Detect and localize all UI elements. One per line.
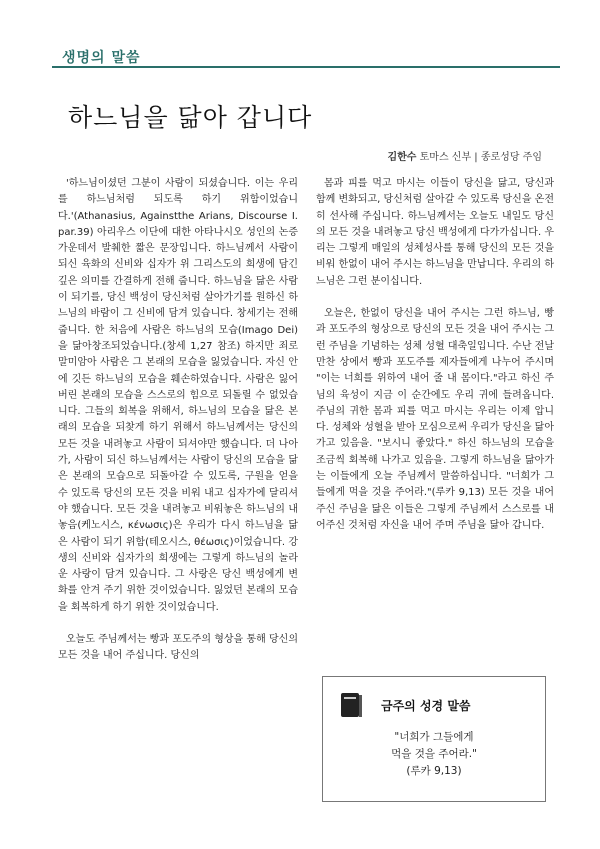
- author-role: 토마스 신부 | 종로성당 주임: [416, 152, 542, 163]
- right-column: [316, 176, 554, 534]
- verse-line: "너희가 그들에게: [394, 731, 474, 743]
- paragraph: 오늘은, 한없이 당신을 내어 주시는 그런 하느님, 빵과 포도주의 형상으로 당신의 모든 것을 내어 주시는 그런 주님을 기념하는 성체 성혈 대축일입니다. 수난 전날 만찬 상에서 빵과 포도주를 제자들에게 나누어 주시며 "이는 너희를 위하여 내어 줄 내 몸이다."라고 하신 주님의 육성이 지금 이 순간에도 우리 귀에 들려옵니다. 주님의 귀한 몸과 피를 먹고 마시는 우리는 이제 압니다. 성체와 성혈을 받아 모심으로써 우리가 당신을 닮아 가고 있음을. "보시니 좋았다." 하신 하느님의 모습을 조금씩 회복해 나가고 있음을. 그렇게 하느님을 닮아가는 이들에게 오늘 주님께서 말씀하십니다. "너희가 그들에게 먹을 것을 주어라."(루카 9,13) 모든 것을 내어주신 주님을 닮은 이들은 그렇게 주님께서 스스로를 내어주신 것처럼 자신을 내어 주며 주님을 닮아 갑니다.: [316, 308, 554, 531]
- page-title: 하느님을 닮아 갑니다: [68, 103, 313, 132]
- author-name: 김한수: [387, 152, 417, 163]
- weekly-verse-box: [322, 676, 546, 802]
- verse-reference: (루카 9,13): [406, 765, 462, 777]
- verse-line: 먹을 것을 주어라.": [391, 748, 477, 760]
- paragraph: '하느님이셨던 그분이 사람이 되셨습니다. 이는 우리를 하느님처럼 되도록 하기 위함이었습니다.'(Athanasius, Againstthe Arians, Discourse I. par.39) 아리우스 이단에 대한 아타나시오 성인의 논증 가운데서 발췌한 짧은 문장입니다. 하느님께서 사람이 되신 육화의 신비와 십자가 위 그리스도의 희생에 담긴 깊은 의미를 간결하게 전해 줍니다. 하느님을 닮은 사람이 되기를, 당신 백성이 당신처럼 살아가기를 원하신 하느님의 바람이 그 신비에 담겨 있습니다. 창세기는 전해줍니다. 한 처음에 사람은 하느님의 모습(Imago Dei)을 닮아창조되었습니다.(창세 1,27 참조) 하지만 죄로 말미암아 사람은 그 본래의 모습을 잃었습니다. 자신 안에 깃든 하느님의 모습을 훼손하였습니다. 사람은 잃어버린 본래의 모습을 스스로의 힘으로 되돌릴 수 없었습니다. 그들의 회복을 위해서, 하느님의 모습을 닮은 본래의 모습을 되찾게 하기 위해서 하느님께서는 당신의 모든 것을 내려놓고 사람이 되셔야만 했습니다. 더 나아가, 사람이 되신 하느님께서는 사람이 당신의 모습을 닮은 본래의 모습으로 되돌아갈 수 있도록, 구원을 얻을 수 있도록 당신의 모든 것을 비워 내고 십자가에 달리셔야 했습니다. 모든 것을 내려놓고 비워놓은 하느님의 내놓음(케노시스, κένωσις)은 우리가 다시 하느님을 닮은 사람이 되기 위함(테오시스, θέωσις)이었습니다. 강생의 신비와 십자가의 희생에는 그렇게 하느님의 놀라운 사랑이 담겨 있습니다. 그 사랑은 당신 백성에게 변화를 안겨 주기 위한 것이었습니다. 잃었던 본래의 모습을 회복하게 하기 위한 것이었습니다.: [58, 178, 298, 613]
- paragraph: 오늘도 주님께서는 빵과 포도주의 형상을 통해 당신의 모든 것을 내어 주십니다. 당신의: [58, 634, 298, 662]
- byline: [387, 148, 542, 163]
- section-label: 생명의 말씀: [62, 50, 141, 66]
- verse-box-title: 금주의 성경 말씀: [381, 699, 471, 713]
- header-divider: [52, 66, 560, 68]
- bible-icon: [341, 693, 359, 717]
- left-column: [58, 176, 298, 665]
- verse-text: [323, 729, 545, 780]
- paragraph: 몸과 피를 먹고 마시는 이들이 당신을 닮고, 당신과 함께 변화되고, 당신처럼 살아갈 수 있도록 당신을 온전히 선사해 주십니다. 하느님께서는 오늘도 내일도 당신의 모든 것을 내려놓고 당신 백성에게 다가가십니다. 우리는 그렇게 매일의 성체성사를 통해 당신의 모든 것을 비워 한없이 내어 주시는 하느님을 만납니다. 우리의 하느님은 그런 분이십니다.: [316, 178, 554, 287]
